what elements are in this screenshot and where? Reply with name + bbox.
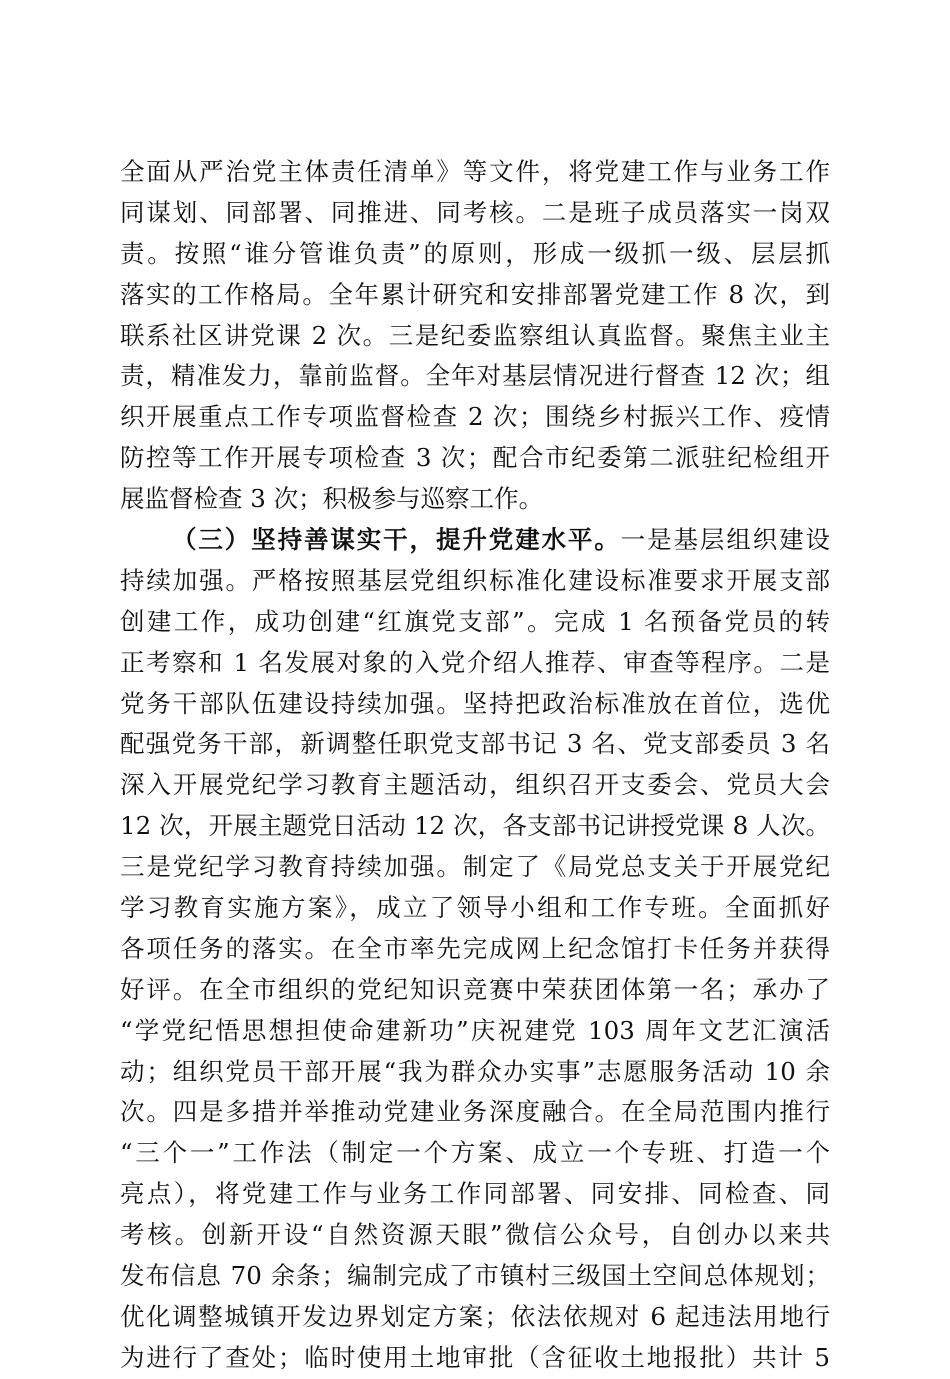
text-line: 同谋划、同部署、同推进、同考核。二是班子成员落实一岗双 xyxy=(120,197,830,227)
text-line: 创建工作，成功创建“红旗党支部”。完成 1 名预备党员的转 xyxy=(120,606,830,636)
section-3-first-line xyxy=(120,520,830,561)
text-line: 党务干部队伍建设持续加强。坚持把政治标准放在首位，选优 xyxy=(120,688,830,718)
text-line: 好评。在全市组织的党纪知识竞赛中荣获团体第一名；承办了 xyxy=(120,974,830,1004)
text-line: 发布信息 70 余条；编制完成了市镇村三级国土空间总体规划； xyxy=(120,1261,830,1291)
text-line: 为进行了查处；临时使用土地审批（含征收土地报批）共计 5 xyxy=(120,1342,830,1372)
text-line: 配强党务干部，新调整任职党支部书记 3 名、党支部委员 3 名 xyxy=(120,729,830,759)
text-line: 优化调整城镇开发边界划定方案；依法依规对 6 起违法用地行 xyxy=(120,1301,830,1331)
text-line: 次。四是多措并举推动党建业务深度融合。在全局范围内推行 xyxy=(120,1097,830,1127)
text-line: 学习教育实施方案》，成立了领导小组和工作专班。全面抓好 xyxy=(120,893,830,923)
text-line: 考核。创新开设“自然资源天眼”微信公众号，自创办以来共 xyxy=(120,1220,830,1250)
section-3-heading: （三）坚持善谋实干，提升党建水平。 xyxy=(172,525,621,555)
text-line: 亮点），将党建工作与业务工作同部署、同安排、同检查、同 xyxy=(120,1179,830,1209)
text-line: 全面从严治党主体责任清单》等文件，将党建工作与业务工作 xyxy=(120,157,830,186)
document-body xyxy=(120,152,830,1379)
text-line: 12 次，开展主题党日活动 12 次，各支部书记讲授党课 8 人次。 xyxy=(120,811,830,841)
text-line: 展监督检查 3 次；积极参与巡察工作。 xyxy=(120,484,544,514)
text-line: 责，精准发力，靠前监督。全年对基层情况进行督查 12 次；组 xyxy=(120,361,830,391)
section-3-first-line-text: 一是基层组织建设 xyxy=(620,525,831,555)
text-line: 持续加强。严格按照基层党组织标准化建设标准要求开展支部 xyxy=(120,565,830,595)
text-line: 织开展重点工作专项监督检查 2 次；围绕乡村振兴工作、疫情 xyxy=(120,402,830,432)
text-line: 落实的工作格局。全年累计研究和安排部署党建工作 8 次，到 xyxy=(120,279,830,309)
text-line: 正考察和 1 名发展对象的入党介绍人推荐、审查等程序。二是 xyxy=(120,647,830,677)
text-line: “三个一”工作法（制定一个方案、成立一个专班、打造一个 xyxy=(120,1138,830,1168)
text-line: 责。按照“谁分管谁负责”的原则，形成一级抓一级、层层抓 xyxy=(120,238,830,268)
text-line: “学党纪悟思想担使命建新功”庆祝建党 103 周年文艺汇演活 xyxy=(120,1015,830,1045)
text-line: 防控等工作开展专项检查 3 次；配合市纪委第二派驻纪检组开 xyxy=(120,443,830,473)
text-line: 动；组织党员干部开展“我为群众办实事”志愿服务活动 10 余 xyxy=(120,1056,830,1086)
text-line: 各项任务的落实。在全市率先完成网上纪念馆打卡任务并获得 xyxy=(120,933,830,963)
text-line: 深入开展党纪学习教育主题活动，组织召开支委会、党员大会 xyxy=(120,770,830,800)
text-line: 三是党纪学习教育持续加强。制定了《局党总支关于开展党纪 xyxy=(120,852,830,882)
text-line: 联系社区讲党课 2 次。三是纪委监察组认真监督。聚焦主业主 xyxy=(120,320,830,350)
